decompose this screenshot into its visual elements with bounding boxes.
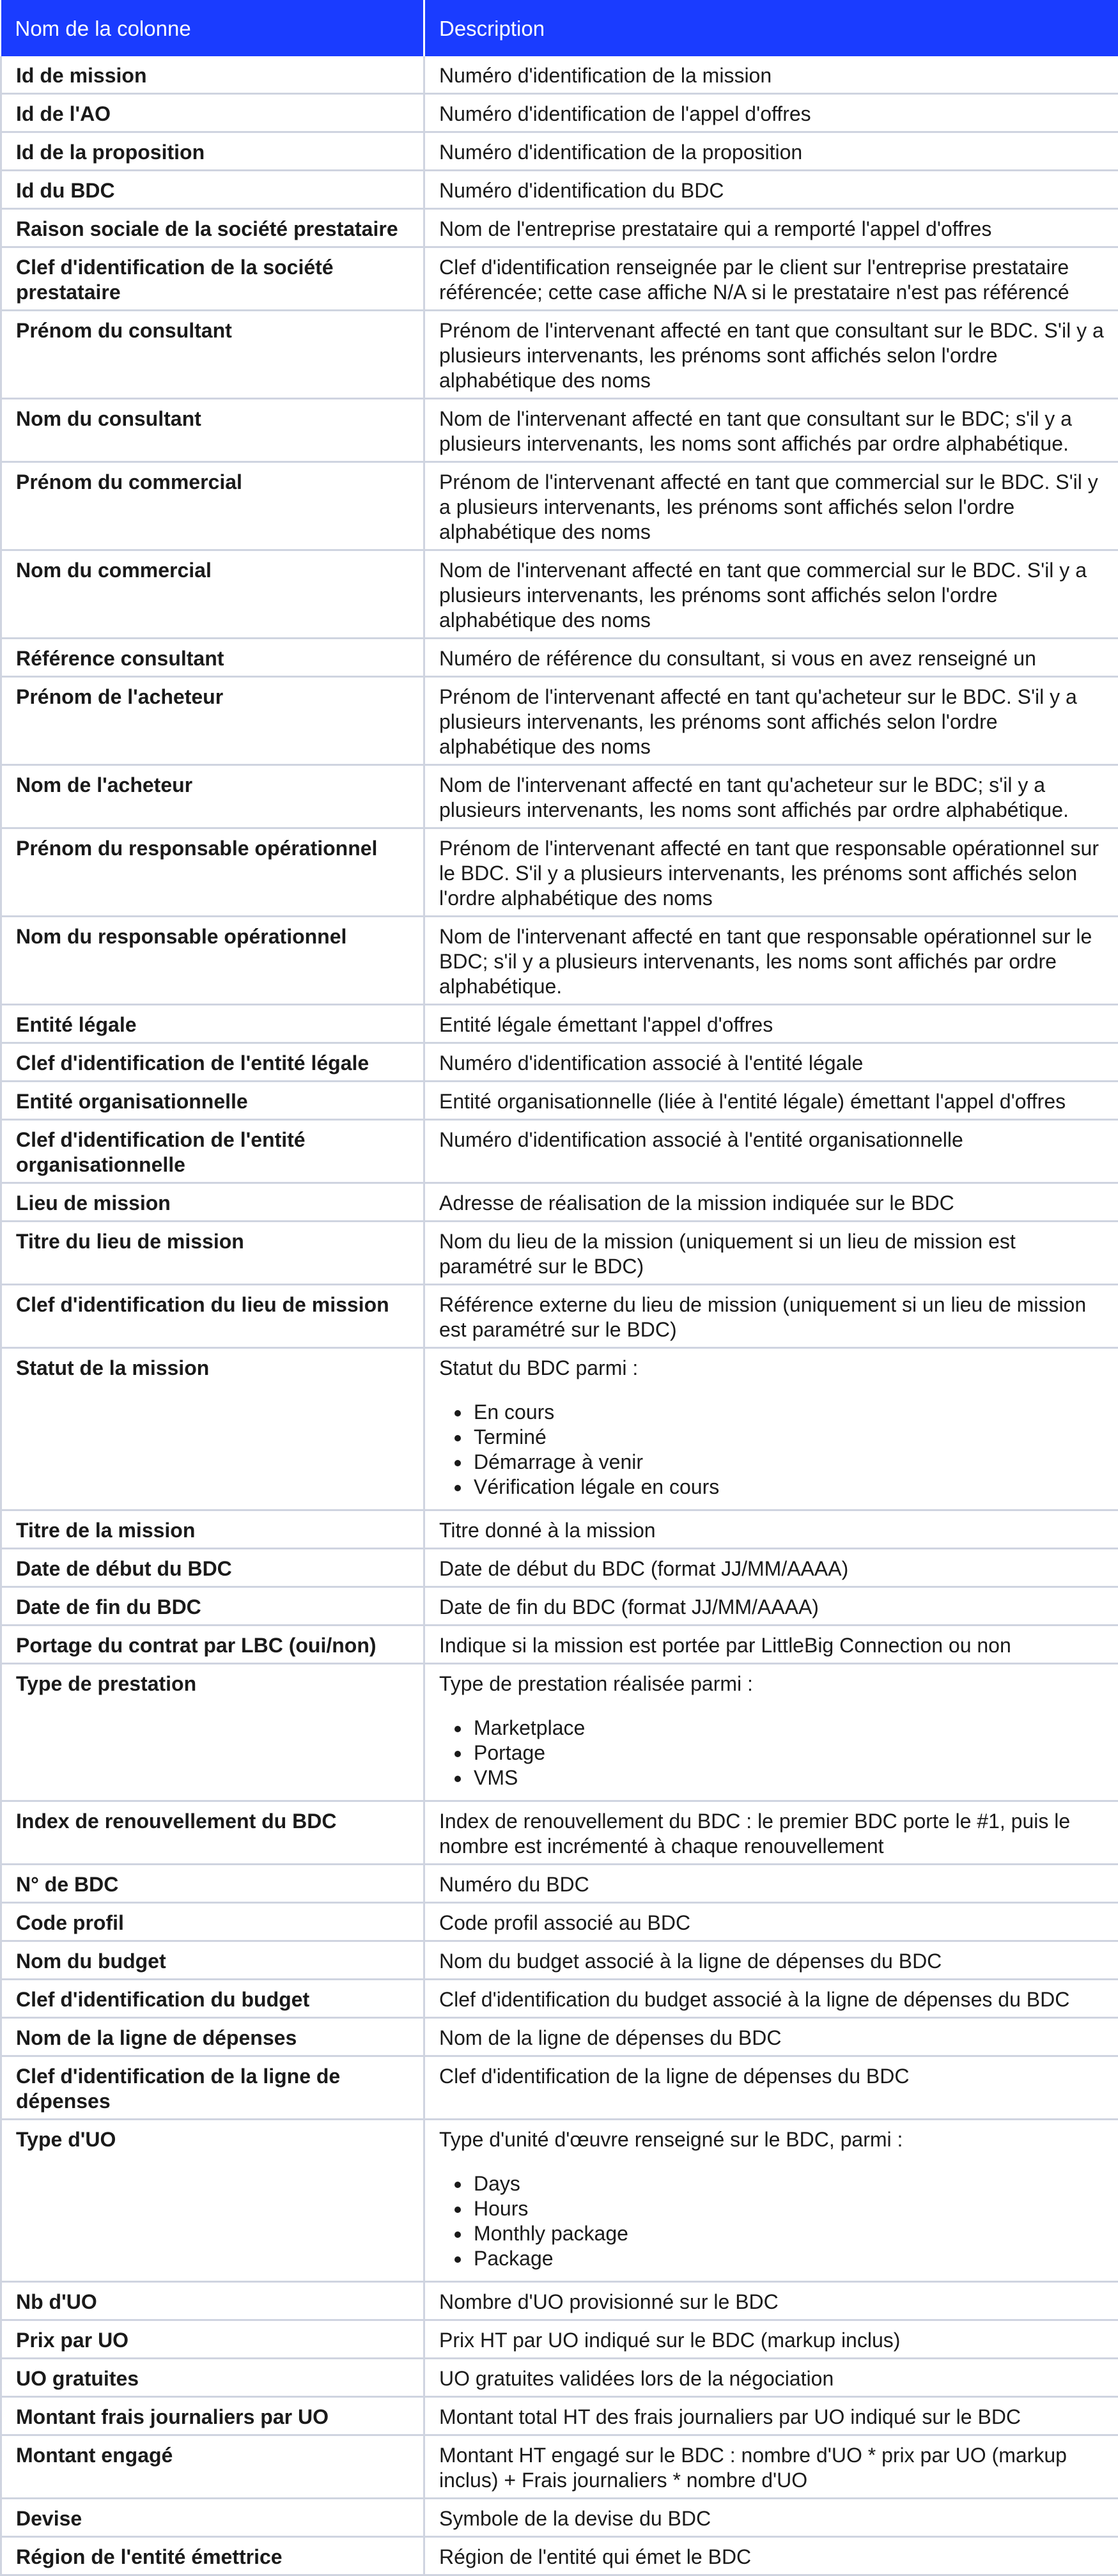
description-cell xyxy=(424,1865,1118,1903)
bullet-item: • Hours xyxy=(471,2196,1104,2221)
description-text: Nom de l'intervenant affecté en tant que commercial sur le BDC. S'il y a plusieurs intervenants, les prénoms sont affichés selon l'ordre alphabétique des noms xyxy=(439,559,1087,632)
table-row xyxy=(1,247,1118,311)
table-row xyxy=(1,2056,1118,2120)
description-cell xyxy=(424,209,1118,247)
column-name-cell: Id de mission xyxy=(1,56,424,94)
description-cell xyxy=(424,1183,1118,1222)
description-cell xyxy=(424,1980,1118,2018)
table-row xyxy=(1,677,1118,765)
column-name-cell: Devise xyxy=(1,2499,424,2537)
column-name-cell: UO gratuites xyxy=(1,2359,424,2397)
bullet-list xyxy=(439,2171,1104,2271)
column-name-cell: Nom du consultant xyxy=(1,399,424,462)
header-description: Description xyxy=(424,0,1118,56)
description-cell xyxy=(424,2435,1118,2499)
column-name-cell: Prénom du commercial xyxy=(1,462,424,550)
description-text: Titre donné à la mission xyxy=(439,1519,656,1542)
description-cell xyxy=(424,1222,1118,1285)
description-cell xyxy=(424,1664,1118,1801)
bullet-list xyxy=(439,1716,1104,1790)
description-text: Statut du BDC parmi : xyxy=(439,1356,638,1379)
table-row xyxy=(1,1005,1118,1043)
description-text: Montant HT engagé sur le BDC : nombre d'UO * prix par UO (markup inclus) + Frais journaliers * nombre d'UO xyxy=(439,2444,1067,2492)
column-name-cell: Prix par UO xyxy=(1,2320,424,2359)
column-name-cell: Lieu de mission xyxy=(1,1183,424,1222)
description-cell xyxy=(424,56,1118,94)
table-row xyxy=(1,132,1118,171)
table-row xyxy=(1,1980,1118,2018)
table-row xyxy=(1,1941,1118,1980)
description-text: Numéro d'identification de l'appel d'offres xyxy=(439,102,811,125)
table-row xyxy=(1,1801,1118,1865)
column-name-cell: Clef d'identification du budget xyxy=(1,1980,424,2018)
description-cell xyxy=(424,2499,1118,2537)
description-cell xyxy=(424,1043,1118,1082)
description-text: Entité légale émettant l'appel d'offres xyxy=(439,1013,773,1036)
description-text: Numéro d'identification de la mission xyxy=(439,64,772,87)
column-name-cell: Entité organisationnelle xyxy=(1,1082,424,1120)
description-text: Nom de l'entreprise prestataire qui a remporté l'appel d'offres xyxy=(439,217,991,240)
description-text: Numéro d'identification de la proposition xyxy=(439,141,802,164)
table-body xyxy=(1,56,1118,2575)
description-cell xyxy=(424,1082,1118,1120)
description-cell xyxy=(424,462,1118,550)
description-cell xyxy=(424,550,1118,639)
description-text: Type d'unité d'œuvre renseigné sur le BDC, parmi : xyxy=(439,2128,903,2151)
table-row xyxy=(1,94,1118,132)
table-row xyxy=(1,56,1118,94)
table-row xyxy=(1,2397,1118,2435)
column-name-cell: Clef d'identification de la ligne de dépenses xyxy=(1,2056,424,2120)
description-cell xyxy=(424,1285,1118,1348)
description-text: Numéro d'identification associé à l'entité légale xyxy=(439,1051,863,1075)
description-text: Prénom de l'intervenant affecté en tant que commercial sur le BDC. S'il y a plusieurs intervenants, les prénoms sont affichés selon l'ordre alphabétique des noms xyxy=(439,470,1098,543)
column-name-cell: Clef d'identification de l'entité organisationnelle xyxy=(1,1120,424,1183)
description-text: Index de renouvellement du BDC : le premier BDC porte le #1, puis le nombre est incrémenté à chaque renouvellement xyxy=(439,1810,1070,1858)
description-cell xyxy=(424,94,1118,132)
table-row xyxy=(1,209,1118,247)
description-cell xyxy=(424,828,1118,917)
table-row xyxy=(1,765,1118,828)
column-name-cell: Nom du commercial xyxy=(1,550,424,639)
column-name-cell: Portage du contrat par LBC (oui/non) xyxy=(1,1626,424,1664)
column-name-cell: Type de prestation xyxy=(1,1664,424,1801)
bullet-item: • Terminé xyxy=(471,1425,1104,1450)
bullet-item: • Vérification légale en cours xyxy=(471,1475,1104,1500)
description-cell xyxy=(424,1903,1118,1941)
table-row xyxy=(1,550,1118,639)
description-cell xyxy=(424,2018,1118,2056)
table-row xyxy=(1,2018,1118,2056)
column-name-cell: Prénom du consultant xyxy=(1,311,424,399)
description-text: Clef d'identification du budget associé à la ligne de dépenses du BDC xyxy=(439,1988,1069,2011)
description-cell xyxy=(424,132,1118,171)
column-name-cell: N° de BDC xyxy=(1,1865,424,1903)
description-cell xyxy=(424,1587,1118,1626)
description-text: Numéro de référence du consultant, si vous en avez renseigné un xyxy=(439,647,1036,670)
description-cell xyxy=(424,1549,1118,1587)
description-cell xyxy=(424,2359,1118,2397)
description-cell xyxy=(424,1120,1118,1183)
description-cell xyxy=(424,2120,1118,2282)
description-text: Nom de l'intervenant affecté en tant que responsable opérationnel sur le BDC; s'il y a plusieurs intervenants, les noms sont affichés par ordre alphabétique. xyxy=(439,925,1092,998)
column-name-cell: Type d'UO xyxy=(1,2120,424,2282)
description-cell xyxy=(424,639,1118,677)
description-cell xyxy=(424,2537,1118,2575)
column-name-cell: Entité légale xyxy=(1,1005,424,1043)
column-name-cell: Titre du lieu de mission xyxy=(1,1222,424,1285)
description-text: Type de prestation réalisée parmi : xyxy=(439,1672,753,1695)
description-cell xyxy=(424,2397,1118,2435)
description-text: Nom du budget associé à la ligne de dépenses du BDC xyxy=(439,1950,942,1973)
column-name-cell: Titre de la mission xyxy=(1,1510,424,1549)
description-cell xyxy=(424,171,1118,209)
description-cell xyxy=(424,247,1118,311)
description-text: Clef d'identification renseignée par le client sur l'entreprise prestataire référencée; cette case affiche N/A si le prestataire n'est pas référencé xyxy=(439,256,1069,304)
table-header-row xyxy=(1,0,1118,56)
bullet-item: • Monthly package xyxy=(471,2221,1104,2246)
description-cell xyxy=(424,2320,1118,2359)
table-row xyxy=(1,1348,1118,1510)
column-name-cell: Nom du budget xyxy=(1,1941,424,1980)
table-row xyxy=(1,2499,1118,2537)
column-name-cell: Id de l'AO xyxy=(1,94,424,132)
description-text: Clef d'identification de la ligne de dépenses du BDC xyxy=(439,2065,909,2088)
table-row xyxy=(1,639,1118,677)
table-row xyxy=(1,1626,1118,1664)
bullet-item: • En cours xyxy=(471,1400,1104,1425)
column-name-cell: Nom du responsable opérationnel xyxy=(1,917,424,1005)
table-row xyxy=(1,1183,1118,1222)
description-text: Symbole de la devise du BDC xyxy=(439,2507,711,2530)
table-row xyxy=(1,171,1118,209)
table-row xyxy=(1,2435,1118,2499)
column-name-cell: Id du BDC xyxy=(1,171,424,209)
table-row xyxy=(1,2320,1118,2359)
description-text: Numéro d'identification associé à l'entité organisationnelle xyxy=(439,1128,963,1151)
description-text: Région de l'entité qui émet le BDC xyxy=(439,2545,751,2568)
column-name-cell: Clef d'identification de l'entité légale xyxy=(1,1043,424,1082)
description-text: Date de début du BDC (format JJ/MM/AAAA) xyxy=(439,1557,848,1580)
description-cell xyxy=(424,1941,1118,1980)
description-text: Date de fin du BDC (format JJ/MM/AAAA) xyxy=(439,1595,819,1618)
description-text: Montant total HT des frais journaliers par UO indiqué sur le BDC xyxy=(439,2405,1021,2428)
column-name-cell: Nom de la ligne de dépenses xyxy=(1,2018,424,2056)
column-name-cell: Montant engagé xyxy=(1,2435,424,2499)
table-row xyxy=(1,2359,1118,2397)
column-name-cell: Id de la proposition xyxy=(1,132,424,171)
column-name-cell: Référence consultant xyxy=(1,639,424,677)
table-row xyxy=(1,1865,1118,1903)
table-row xyxy=(1,1043,1118,1082)
column-name-cell: Clef d'identification de la société prestataire xyxy=(1,247,424,311)
table-row xyxy=(1,1903,1118,1941)
description-cell xyxy=(424,2056,1118,2120)
description-text: Prénom de l'intervenant affecté en tant que consultant sur le BDC. S'il y a plusieurs intervenants, les prénoms sont affichés selon l'ordre alphabétique des noms xyxy=(439,319,1104,392)
column-name-cell: Statut de la mission xyxy=(1,1348,424,1510)
column-name-cell: Prénom de l'acheteur xyxy=(1,677,424,765)
bullet-item: • Portage xyxy=(471,1741,1104,1765)
description-cell xyxy=(424,1005,1118,1043)
table-row xyxy=(1,1120,1118,1183)
column-name-cell: Date de début du BDC xyxy=(1,1549,424,1587)
description-text: Prénom de l'intervenant affecté en tant que responsable opérationnel sur le BDC. S'il y a plusieurs intervenants, les prénoms sont affichés selon l'ordre alphabétique des noms xyxy=(439,837,1099,910)
description-cell xyxy=(424,917,1118,1005)
description-text: Nombre d'UO provisionné sur le BDC xyxy=(439,2290,779,2313)
column-name-cell: Index de renouvellement du BDC xyxy=(1,1801,424,1865)
table-row xyxy=(1,1285,1118,1348)
table-row xyxy=(1,2537,1118,2575)
header-column-name: Nom de la colonne xyxy=(1,0,424,56)
bullet-item: • Marketplace xyxy=(471,1716,1104,1741)
column-name-cell: Nom de l'acheteur xyxy=(1,765,424,828)
description-text: Adresse de réalisation de la mission indiquée sur le BDC xyxy=(439,1191,954,1214)
description-text: Nom de l'intervenant affecté en tant que consultant sur le BDC; s'il y a plusieurs intervenants, les noms sont affichés par ordre alphabétique. xyxy=(439,407,1072,455)
table-row xyxy=(1,1664,1118,1801)
description-cell xyxy=(424,2282,1118,2320)
table-row xyxy=(1,462,1118,550)
bullet-item: • Démarrage à venir xyxy=(471,1450,1104,1475)
description-text: Numéro du BDC xyxy=(439,1873,589,1896)
table-row xyxy=(1,1549,1118,1587)
description-text: Référence externe du lieu de mission (uniquement si un lieu de mission est paramétré sur le BDC) xyxy=(439,1293,1086,1341)
description-cell xyxy=(424,311,1118,399)
table-row xyxy=(1,917,1118,1005)
table-row xyxy=(1,1510,1118,1549)
description-cell xyxy=(424,1348,1118,1510)
description-text: UO gratuites validées lors de la négociation xyxy=(439,2367,834,2390)
column-name-cell: Raison sociale de la société prestataire xyxy=(1,209,424,247)
description-text: Indique si la mission est portée par LittleBig Connection ou non xyxy=(439,1634,1011,1657)
description-text: Entité organisationnelle (liée à l'entité légale) émettant l'appel d'offres xyxy=(439,1090,1066,1113)
bullet-item: • VMS xyxy=(471,1765,1104,1790)
table-row xyxy=(1,311,1118,399)
description-text: Prénom de l'intervenant affecté en tant qu'acheteur sur le BDC. S'il y a plusieurs intervenants, les prénoms sont affichés selon l'ordre alphabétique des noms xyxy=(439,685,1077,758)
column-name-cell: Code profil xyxy=(1,1903,424,1941)
column-name-cell: Clef d'identification du lieu de mission xyxy=(1,1285,424,1348)
description-text: Nom du lieu de la mission (uniquement si un lieu de mission est paramétré sur le BDC) xyxy=(439,1230,1016,1278)
table-row xyxy=(1,2120,1118,2282)
bullet-list xyxy=(439,1400,1104,1500)
description-cell xyxy=(424,1801,1118,1865)
description-cell xyxy=(424,1510,1118,1549)
column-name-cell: Montant frais journaliers par UO xyxy=(1,2397,424,2435)
description-cell xyxy=(424,677,1118,765)
table-row xyxy=(1,399,1118,462)
table-row xyxy=(1,828,1118,917)
description-text: Nom de la ligne de dépenses du BDC xyxy=(439,2026,781,2049)
table-row xyxy=(1,1082,1118,1120)
bullet-item: • Days xyxy=(471,2171,1104,2196)
column-name-cell: Région de l'entité émettrice xyxy=(1,2537,424,2575)
table-row xyxy=(1,1587,1118,1626)
column-name-cell: Date de fin du BDC xyxy=(1,1587,424,1626)
table-row xyxy=(1,2282,1118,2320)
column-name-cell: Nb d'UO xyxy=(1,2282,424,2320)
description-cell xyxy=(424,1626,1118,1664)
bullet-item: • Package xyxy=(471,2246,1104,2271)
column-name-cell: Prénom du responsable opérationnel xyxy=(1,828,424,917)
description-text: Nom de l'intervenant affecté en tant qu'acheteur sur le BDC; s'il y a plusieurs intervenants, les noms sont affichés par ordre alphabétique. xyxy=(439,773,1069,821)
description-cell xyxy=(424,765,1118,828)
table-row xyxy=(1,1222,1118,1285)
description-cell xyxy=(424,399,1118,462)
description-text: Numéro d'identification du BDC xyxy=(439,179,724,202)
description-text: Code profil associé au BDC xyxy=(439,1911,690,1934)
description-text: Prix HT par UO indiqué sur le BDC (markup inclus) xyxy=(439,2329,900,2352)
